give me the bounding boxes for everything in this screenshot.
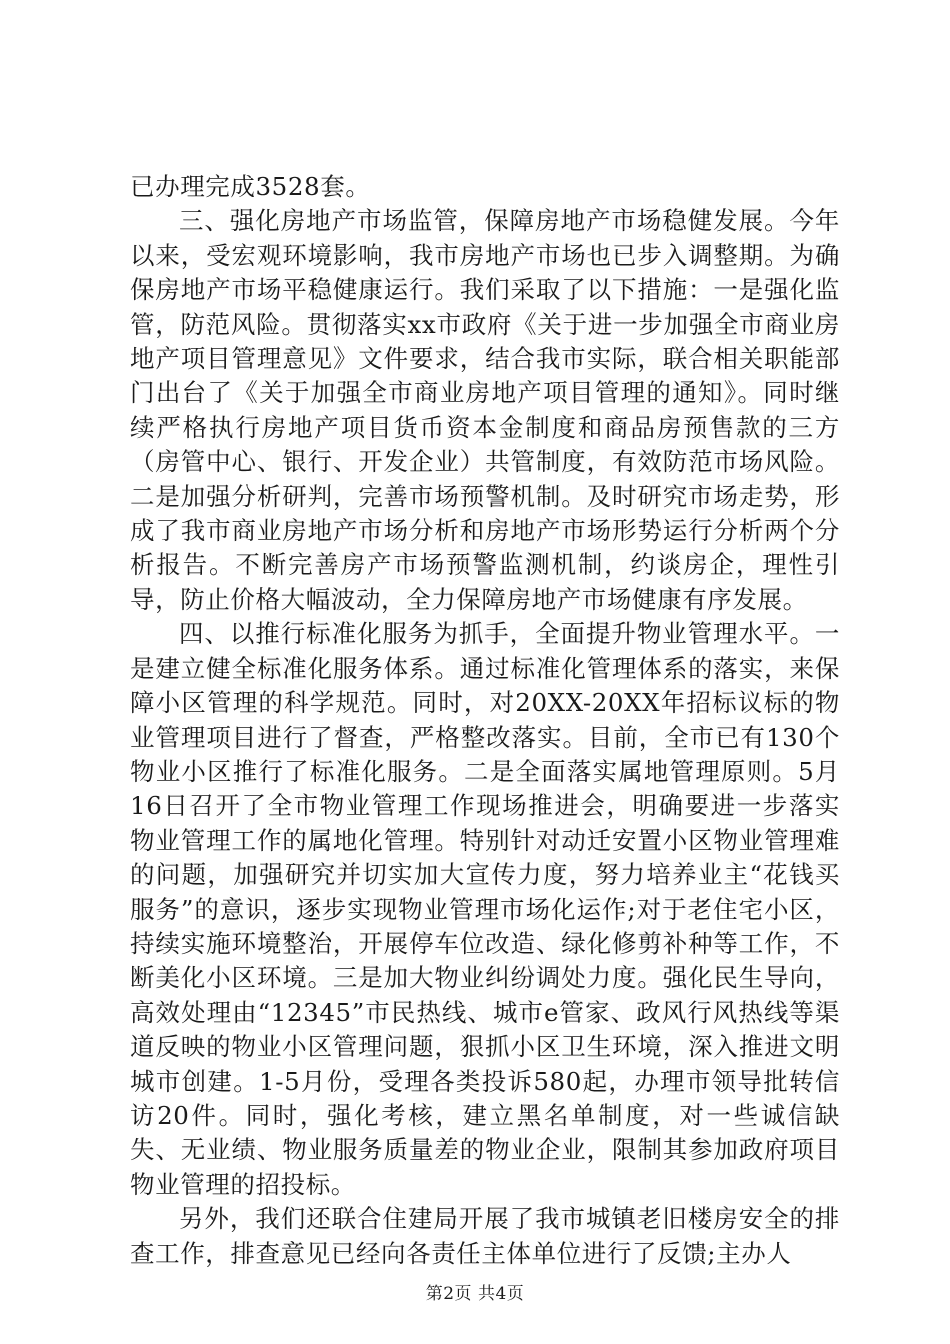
paragraph-4: 另外，我们还联合住建局开展了我市城镇老旧楼房安全的排查工作，排查意见已经向各责任主体单位进行了反馈;主办人 — [130, 1204, 840, 1268]
document-body — [130, 170, 840, 1271]
paragraph-2: 三、强化房地产市场监管，保障房地产市场稳健发展。今年以来，受宏观环境影响，我市房地产市场也已步入调整期。为确保房地产市场平稳健康运行。我们采取了以下措施：一是强化监管，防范风险。贯彻落实xx市政府《关于进一步加强全市商业房地产项目管理意见》文件要求，结合我市实际，联合相关职能部门出台了《关于加强全市商业房地产项目管理的通知》。同时继续严格执行房地产项目货币资本金制度和商品房预售款的三方（房管中心、银行、开发企业）共管制度，有效防范市场风险。二是加强分析研判，完善市场预警机制。及时研究市场走势，形成了我市商业房地产市场分析和房地产市场形势运行分析两个分析报告。不断完善房产市场预警监测机制，约谈房企，理性引导，防止价格大幅波动，全力保障房地产市场健康有序发展。 — [130, 206, 840, 614]
page-number-footer: 第2页 共4页 — [425, 1284, 525, 1304]
paragraph-1: 已办理完成3528套。 — [130, 172, 371, 201]
paragraph-3: 四、以推行标准化服务为抓手，全面提升物业管理水平。一是建立健全标准化服务体系。通过标准化管理体系的落实，来保障小区管理的科学规范。同时，对20XX-20XX年招标议标的物业管理项目进行了督查，严格整改落实。目前，全市已有130个物业小区推行了标准化服务。二是全面落实属地管理原则。5月16日召开了全市物业管理工作现场推进会，明确要进一步落实物业管理工作的属地化管理。特别针对动迁安置小区物业管理难的问题，加强研究并切实加大宣传力度，努力培养业主“花钱买服务”的意识，逐步实现物业管理市场化运作;对于老住宅小区，持续实施环境整治，开展停车位改造、绿化修剪补种等工作，不断美化小区环境。三是加大物业纠纷调处力度。强化民生导向，高效处理由“12345”市民热线、城市e管家、政风行风热线等渠道反映的物业小区管理问题，狠抓小区卫生环境，深入推进文明城市创建。1-5月份，受理各类投诉580起，办理市领导批转信访20件。同时，强化考核，建立黑名单制度，对一些诚信缺失、无业绩、物业服务质量差的物业企业，限制其参加政府项目物业管理的招投标。 — [130, 619, 840, 1199]
